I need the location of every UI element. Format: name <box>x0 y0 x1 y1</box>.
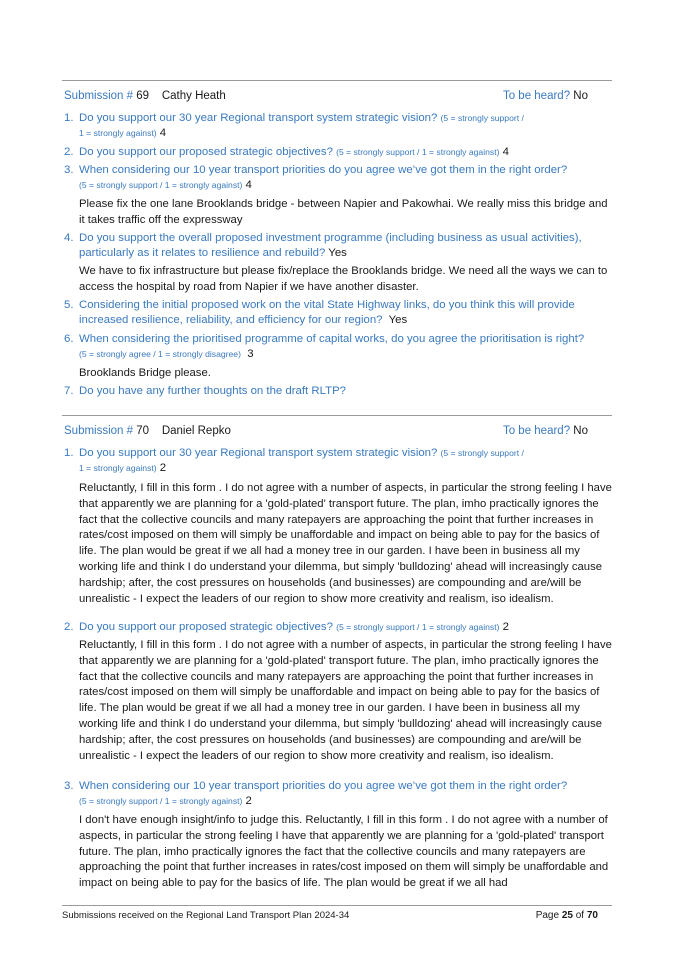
answer-value: 2 <box>245 795 252 807</box>
response-text: Reluctantly, I fill in this form . I do not agree with a number of aspects, in particular the strong feeling I have that apparently we are planning for a 'gold-plated' transport future. The plan, imho practically ignores the fact that the collective councils and many ratepayers are approaching the point that further increases in rates/cost imposed on them will simply be unaffordable and impact on being able to pay for the basics of life. The plan would be great if we all had a money tree in our garden. I have been in business all my working life and think I do understand your dilemma, but simply 'bulldozing' ahead will increasingly cause hardship; after, the cost pressures on households (and businesses) are compounding and are/will be unrealistic - I expect the leaders of our region to show more creativity and realism, iso idealism. <box>79 639 612 762</box>
to-be-heard-value: No <box>573 425 588 437</box>
to-be-heard-label: To be heard? <box>502 90 571 102</box>
question-4 <box>64 231 612 261</box>
question-scale: (5 = strongly support / 1 = strongly against) <box>336 147 500 157</box>
question-text: When considering our 10 year transport priorities do you agree we’ve got them in the right order? <box>79 164 568 176</box>
question-scale: (5 = strongly support / 1 = strongly against) <box>79 180 243 190</box>
to-be-heard-label: To be heard? <box>502 425 571 437</box>
response-text: Please fix the one lane Brooklands bridge - between Napier and Pakowhai. We really miss this bridge and it takes traffic off the expressway <box>79 198 608 226</box>
page-number: 25 <box>561 910 573 921</box>
question-scale: (5 = strongly support / 1 = strongly against) <box>79 796 243 806</box>
question-number: 2. <box>64 146 74 158</box>
submitter-name: Cathy Heath <box>161 90 226 102</box>
footer-divider <box>62 905 612 906</box>
question-text: Do you support our proposed strategic objectives? <box>79 146 333 158</box>
question-number: 5. <box>64 299 74 311</box>
page-footer <box>62 910 612 921</box>
question-2 <box>64 620 612 635</box>
answer-value: 2 <box>159 462 167 474</box>
submitter-name: Daniel Repko <box>161 425 231 437</box>
divider <box>62 80 612 81</box>
to-be-heard-value: No <box>573 90 588 102</box>
question-scale: (5 = strongly support / 1 = strongly against) <box>336 622 500 632</box>
question-scale: 1 = strongly against) <box>79 128 157 138</box>
question-1 <box>64 111 612 141</box>
question-2 <box>64 145 612 160</box>
answer-value: Yes <box>388 314 408 326</box>
answer-value: 2 <box>502 621 509 633</box>
submission-label: Submission # <box>64 425 134 437</box>
response-text: Reluctantly, I fill in this form . I do not agree with a number of aspects, in particular the strong feeling I have that apparently we are planning for a 'gold-plated' transport future. The plan, imho practically ignores the fact that the collective councils and many ratepayers are approaching the point that further increases in rates/cost imposed on them will simply be unaffordable and impact on being able to pay for the basics of life. The plan would be great if we all had a money tree in our garden. I have been in business all my working life and think I do understand your dilemma, but simply 'bulldozing' ahead will increasingly cause hardship; after, the cost pressures on households (and businesses) are compounding and are/will be unrealistic - I expect the leaders of our region to show more creativity and realism, iso idealism. <box>79 482 612 605</box>
question-text: When considering our 10 year transport priorities do you agree we’ve got them in the right order? <box>79 780 568 792</box>
submission-number: 69 <box>136 90 150 102</box>
footer-title: Submissions received on the Regional Land Transport Plan 2024-34 <box>62 910 350 921</box>
question-scale: (5 = strongly agree / 1 = strongly disagree) <box>79 349 241 359</box>
answer-value: 3 <box>247 348 254 360</box>
page-indicator <box>536 910 598 921</box>
page-word: Page <box>535 910 560 921</box>
question-text: Do you support our 30 year Regional transport system strategic vision? <box>79 112 438 124</box>
question-text: Do you support our proposed strategic objectives? <box>79 621 333 633</box>
question-text: Do you have any further thoughts on the draft RLTP? <box>79 385 346 397</box>
question-scale: 1 = strongly against) <box>79 463 157 473</box>
response-text: We have to fix infrastructure but please fix/replace the Brooklands bridge. We need all the ways we can to access the hospital by road from Napier if we have another disaster. <box>79 265 608 293</box>
question-scale: (5 = strongly support / <box>440 113 524 123</box>
answer-value: 4 <box>159 127 167 139</box>
answer-value: Yes <box>328 247 347 259</box>
question-number: 1. <box>64 112 74 124</box>
question-number: 3. <box>64 164 74 176</box>
submission-label: Submission # <box>64 90 134 102</box>
question-1 <box>64 446 612 476</box>
question-text: Do you support the overall proposed investment programme (including business as usual activities), particularly as it relates to resilience and rebuild? <box>79 232 582 259</box>
question-number: 3. <box>64 780 74 792</box>
question-text: Do you support our 30 year Regional transport system strategic vision? <box>79 447 438 459</box>
question-number: 2. <box>64 621 74 633</box>
question-6 <box>64 332 612 362</box>
question-scale: (5 = strongly support / <box>440 448 524 458</box>
to-be-heard <box>503 89 588 103</box>
question-7 <box>64 384 612 399</box>
submission-header <box>64 424 612 438</box>
question-5 <box>64 298 612 328</box>
question-number: 7. <box>64 385 74 397</box>
answer-value: 4 <box>502 146 509 158</box>
submission-header <box>64 89 612 103</box>
question-number: 6. <box>64 333 74 345</box>
submission-number: 70 <box>136 425 150 437</box>
question-number: 4. <box>64 232 74 244</box>
divider <box>62 415 612 416</box>
answer-value: 4 <box>245 179 252 191</box>
question-3 <box>64 779 612 809</box>
question-text: Considering the initial proposed work on the vital State Highway links, do you think this will provide increased resilience, reliability, and efficiency for our region? <box>79 299 575 326</box>
question-text: When considering the prioritised programme of capital works, do you agree the prioritisation is right? <box>79 333 585 345</box>
to-be-heard <box>503 424 588 438</box>
page-total: 70 <box>586 910 598 921</box>
question-3 <box>64 163 612 193</box>
response-text: Brooklands Bridge please. <box>79 367 211 379</box>
of-word: of <box>575 910 585 921</box>
response-text: I don't have enough insight/info to judge this. Reluctantly, I fill in this form . I do not agree with a number of aspects, in particular the strong feeling I have that apparently we are planning for a 'gold-plated' transport future. The plan, imho practically ignores the fact that the collective councils and many ratepayers are approaching the point that further increases in rates/cost imposed on them will simply be unaffordable and impact on being able to pay for the basics of life. The plan would be great if we all had <box>79 814 609 890</box>
question-number: 1. <box>64 447 74 459</box>
